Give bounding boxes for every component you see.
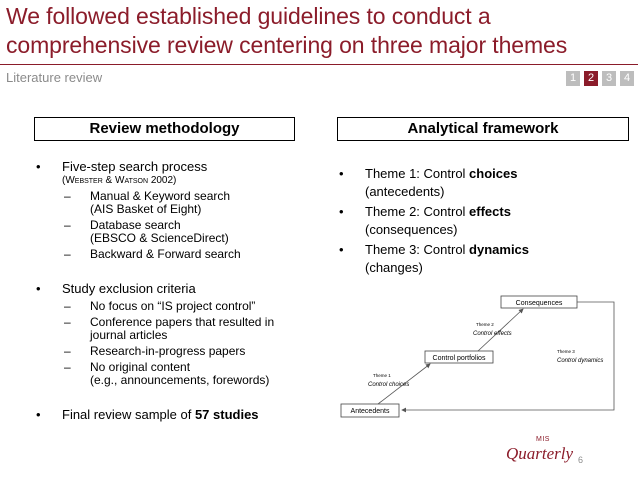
themes-list [337,165,627,277]
review-methodology-heading: Review methodology [34,117,295,141]
arrow-effects [478,309,523,351]
sub-item-text: Research-in-progress papers [90,344,246,358]
theme-prefix: Theme 3: Control [365,242,470,257]
bullet-text: Study exclusion criteria [62,281,196,296]
dash: – [64,360,71,374]
bullet-exclusion-criteria [34,281,306,297]
sub-item-detail: (e.g., announcements, forewords) [90,373,270,387]
sub-item-detail: (EBSCO & ScienceDirect) [90,231,229,245]
dash: – [64,315,71,329]
dash: – [64,247,71,261]
bullet-final-sample [34,407,306,423]
sub-item [64,345,306,358]
methodology-list [34,159,306,423]
theme-paren: (antecedents) [365,184,445,199]
dash: – [64,344,71,358]
sub-item-text: Conference papers that resulted in journal articles [90,315,275,342]
sub-item-text: Database search [90,218,181,232]
theme3-name: Control dynamics [557,358,604,364]
theme-item-2 [337,203,627,239]
theme-item-1 [337,165,627,201]
analytical-framework-heading: Analytical framework [337,117,629,141]
bullet-text: Five-step search process [62,159,208,174]
dash: – [64,218,71,232]
consequences-label: Consequences [515,300,563,307]
dash: – [64,189,71,203]
sub-item [64,316,306,342]
title-divider [0,64,638,65]
page-number: 6 [578,455,584,465]
bullet-search-process [34,159,306,187]
bullet-dot: • [339,166,344,181]
sub-item-detail: (AIS Basket of Eight) [90,202,202,216]
theme-keyword: choices [469,166,518,181]
theme-keyword: dynamics [469,242,530,257]
section-pager [566,71,634,86]
theme-prefix: Theme 1: Control [365,166,470,181]
theme-keyword: effects [469,204,511,219]
bullet-dot: • [339,204,344,219]
bullet-dot: • [339,242,344,257]
pager-item-2[interactable]: 2 [584,71,598,86]
sub-item-text: No original content [90,360,191,374]
sub-item [64,248,306,261]
theme2-label: Theme 2 [476,322,494,327]
pager-item-3[interactable]: 3 [602,71,616,86]
dash: – [64,299,71,313]
bullet-dot: • [36,281,41,296]
theme-paren: (consequences) [365,222,458,237]
slide-title: We followed established guidelines to conduct a comprehensive review centering on three major themes [6,3,568,58]
theme1-label: Theme 1 [373,373,391,378]
bullet-text: Final review sample of [62,407,192,422]
bullet-dot: • [36,407,41,422]
theme3-label: Theme 3 [557,349,575,354]
theme-prefix: Theme 2: Control [365,204,470,219]
sub-item [64,361,306,387]
sub-item-text: Manual & Keyword search [90,189,231,203]
sample-count: 57 studies [194,407,259,422]
bullet-dot: • [36,159,41,174]
logo-quarterly-text: Quarterly [506,444,574,463]
portfolios-label: Control portfolios [432,355,486,362]
sub-item-text: No focus on “IS project control” [90,299,256,313]
theme2-name: Control effects [473,331,512,337]
citation: (Webster & Watson 2002) [62,175,177,186]
sub-item [64,190,306,216]
sub-item [64,219,306,245]
theme-paren: (changes) [365,260,423,275]
sub-item [64,300,306,313]
pager-item-4[interactable]: 4 [620,71,634,86]
framework-diagram [338,293,628,423]
theme1-name: Control choices [368,382,410,388]
logo-mis-text: MIS [536,436,550,443]
pager-item-1[interactable]: 1 [566,71,580,86]
section-label: Literature review [6,70,103,85]
theme-item-3 [337,241,627,277]
sub-item-text: Backward & Forward search [90,247,241,261]
antecedents-label: Antecedents [350,408,390,415]
